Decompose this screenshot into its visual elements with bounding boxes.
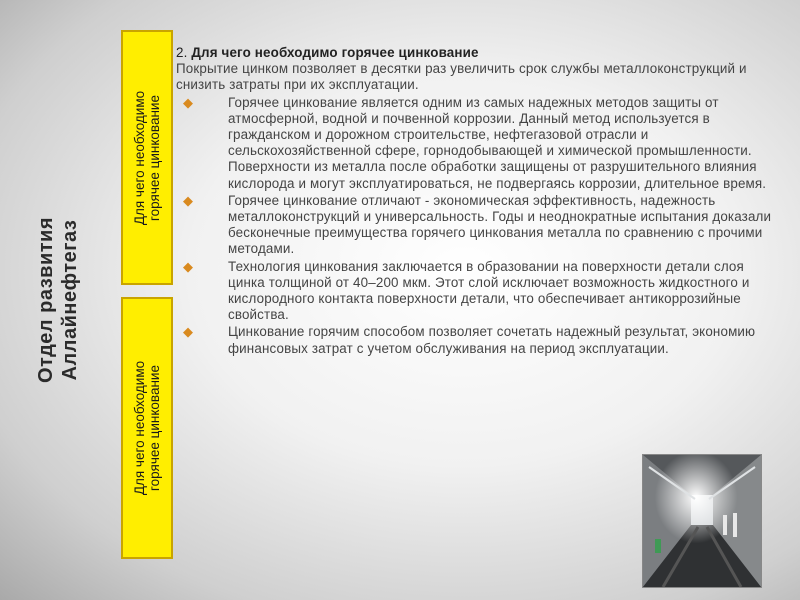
bullet-text: Горячее цинкование является одним из самых надежных методов защиты от атмосферной, водной и почвенной коррозии. Данный метод используется в гражданском и дорожном строительстве, нефтегазовой отрасли и сельскохозяйственной сфере, горнодобывающей и химической промышленности. Поверхности из металла после обработки защищены от разрушительного влияния кислорода и могут эксплуатироваться, не подвергаясь коррозии, длительное время. xyxy=(228,94,767,191)
bullet-item xyxy=(176,193,776,258)
section-label-bottom-line1: Для чего необходимо xyxy=(132,360,147,496)
bullet-diamond-icon: ◆ xyxy=(183,258,194,274)
bullet-item xyxy=(176,324,776,356)
bullet-diamond-icon: ◆ xyxy=(183,192,194,208)
section-label-box-bottom xyxy=(121,297,173,559)
bullet-diamond-icon: ◆ xyxy=(183,94,194,110)
bullet-item xyxy=(176,95,776,192)
heading-text: Для чего необходимо горячее цинкование xyxy=(191,45,479,60)
bullet-text: Горячее цинкование отличают - экономическая эффективность, надежность металлоконструкций и универсальность. Годы и неоднократные испытания доказали бесконечные преимущества горячего цинкования металла по сравнению с прочими методами. xyxy=(228,192,772,257)
section-label-bottom-line2: горячее цинкование xyxy=(147,365,162,491)
section-label-top-line2: горячее цинкование xyxy=(147,94,162,221)
department-title-line2: Аллайнефтегаз xyxy=(59,219,81,381)
department-title-line1: Отдел развития xyxy=(35,216,57,384)
content-body xyxy=(176,45,776,358)
galvanizing-facility-photo xyxy=(642,454,762,588)
content-heading xyxy=(176,45,776,61)
bullet-item xyxy=(176,259,776,324)
bullet-text: Цинкование горячим способом позволяет сочетать надежный результат, экономию финансовых затрат с учетом обслуживания на период эксплуатации. xyxy=(228,324,756,356)
section-label-box-top xyxy=(121,30,173,285)
intro-paragraph: Покрытие цинком позволяет в десятки раз увеличить срок службы металлоконструкций и снизить затраты при их эксплуатации. xyxy=(176,61,747,93)
department-title xyxy=(34,217,82,383)
heading-number: 2. xyxy=(176,45,188,60)
bullet-text: Технология цинкования заключается в образовании на поверхности детали слоя цинка толщиной от 40–200 мкм. Этот слой исключает возможность жидкостного и кислородного контакта поверхности детали, что обеспечивает антикоррозийные свойства. xyxy=(228,258,750,323)
section-label-bottom xyxy=(132,361,162,495)
bullet-diamond-icon: ◆ xyxy=(183,324,194,340)
section-label-top xyxy=(132,90,162,224)
section-label-top-line1: Для чего необходимо xyxy=(132,90,147,225)
